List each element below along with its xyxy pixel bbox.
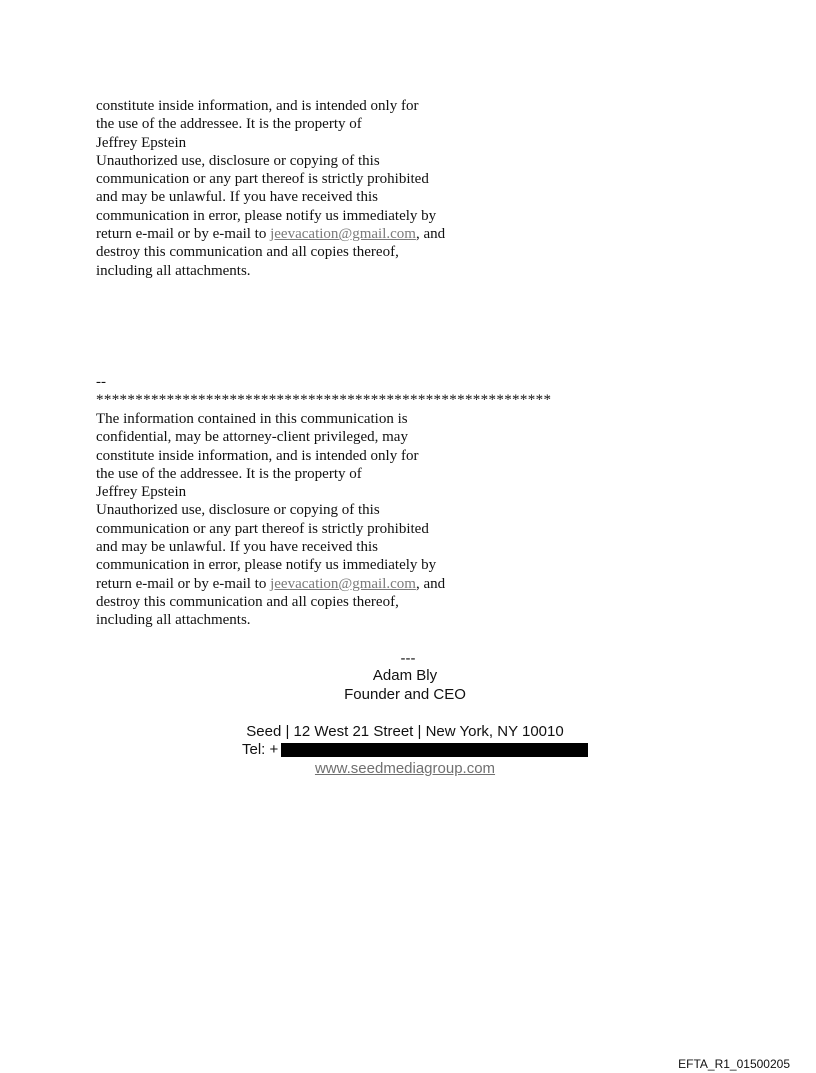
disclaimer-line: destroy this communication and all copies thereof, (96, 244, 399, 261)
disclaimer-line: constitute inside information, and is intended only for (96, 98, 419, 114)
disclaimer-line: Unauthorized use, disclosure or copying of this (96, 152, 380, 169)
disclaimer-line: and may be unlawful. If you have received this (96, 189, 378, 206)
asterisk-separator: ********************************************************** (96, 392, 552, 408)
disclaimer-line: communication in error, please notify us immediately by (96, 207, 437, 224)
return-suffix: , and (415, 226, 446, 243)
disclaimer-block-1 (96, 97, 696, 280)
disclaimer-line: confidential, may be attorney-client privileged, may (96, 429, 408, 446)
return-prefix: return e-mail or by e-mail to (96, 575, 271, 592)
signature-telephone-label: Tel: + (242, 741, 279, 758)
signature-name: Adam Bly (372, 667, 438, 684)
return-prefix: return e-mail or by e-mail to (96, 226, 271, 243)
signature-title: Founder and CEO (344, 686, 466, 703)
disclaimer-line: destroy this communication and all copies thereof, (96, 593, 399, 610)
disclaimer-line: communication in error, please notify us immediately by (96, 557, 437, 574)
disclaimer-line: the use of the addressee. It is the property of (96, 116, 362, 133)
email-link[interactable]: jeevacation@gmail.com (270, 575, 416, 592)
disclaimer-line: including all attachments. (96, 612, 251, 629)
signature-separator: --- (400, 650, 416, 667)
disclaimer-return-line (96, 575, 696, 593)
email-link[interactable]: jeevacation@gmail.com (270, 226, 416, 243)
signature-dash-separator: -- (96, 374, 106, 390)
disclaimer-line: The information contained in this communication is (96, 411, 408, 427)
website-link[interactable]: www.seedmediagroup.com (314, 760, 496, 777)
signature-website-row (0, 760, 810, 778)
disclaimer-line: Jeffrey Epstein (96, 134, 187, 151)
redaction-bar (281, 743, 588, 757)
disclaimer-line: constitute inside information, and is intended only for (96, 447, 419, 464)
disclaimer-line: Jeffrey Epstein (96, 484, 187, 501)
disclaimer-line: Unauthorized use, disclosure or copying of this (96, 502, 380, 519)
disclaimer-line: including all attachments. (96, 262, 251, 279)
disclaimer-line: communication or any part thereof is strictly prohibited (96, 520, 429, 537)
disclaimer-return-line (96, 225, 696, 243)
signature-address: Seed | 12 West 21 Street | New York, NY 10010 (246, 723, 564, 740)
disclaimer-block-2 (96, 410, 696, 630)
disclaimer-line: communication or any part thereof is strictly prohibited (96, 171, 429, 188)
return-suffix: , and (415, 575, 446, 592)
disclaimer-line: the use of the addressee. It is the property of (96, 465, 362, 482)
disclaimer-line: and may be unlawful. If you have received this (96, 539, 378, 556)
document-id: EFTA_R1_01500205 (678, 1057, 790, 1071)
